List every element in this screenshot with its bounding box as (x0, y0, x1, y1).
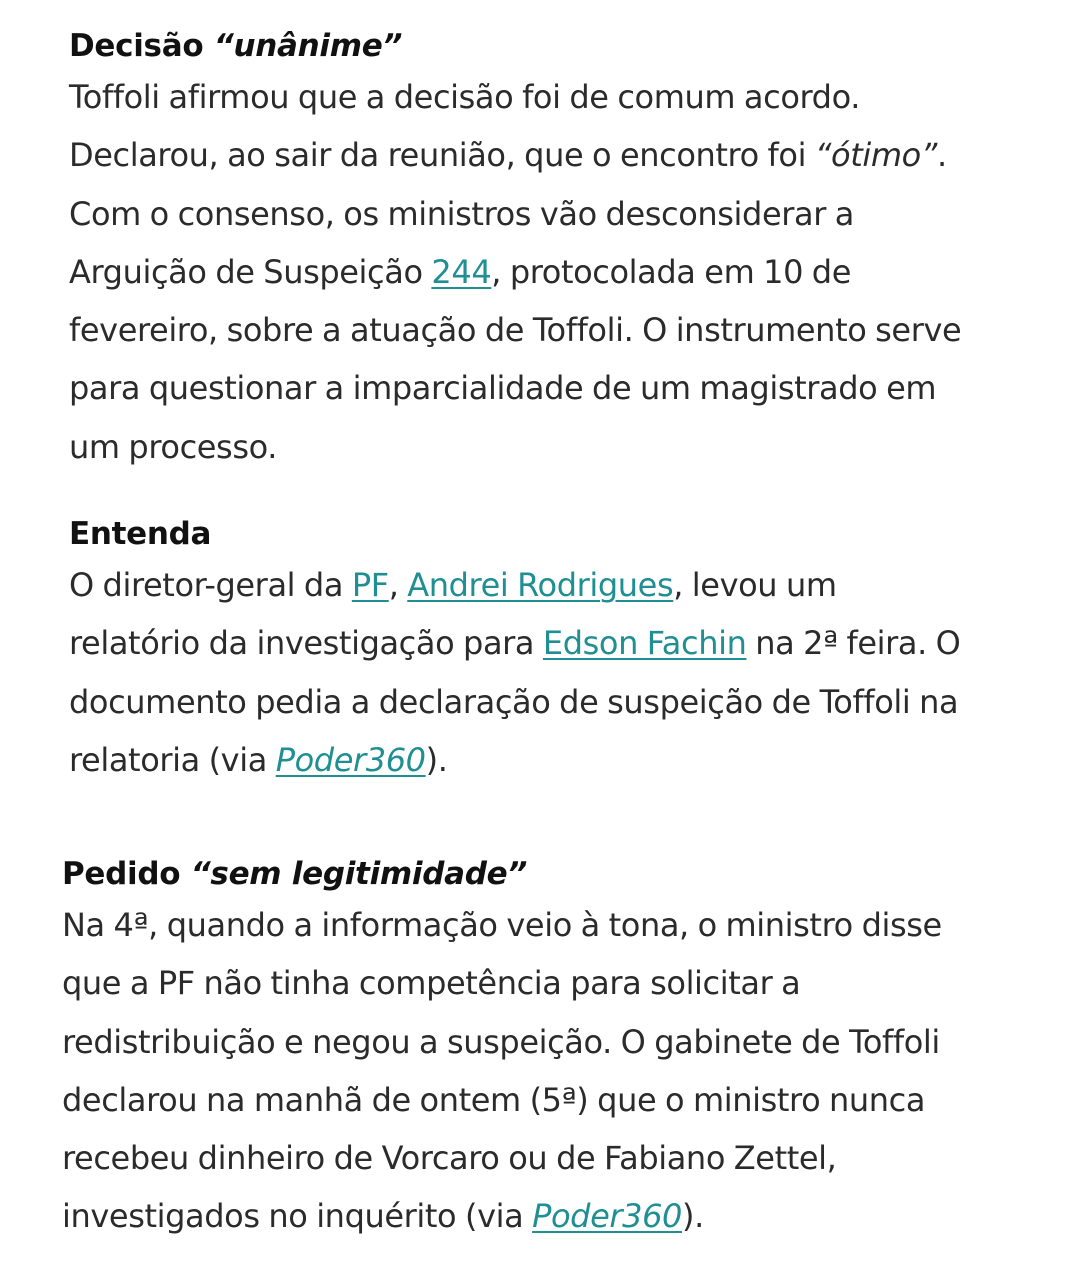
link-pf[interactable]: PF (351, 566, 389, 604)
paragraph-line (69, 68, 1049, 126)
text-segment: na 2ª feira. O (746, 624, 961, 663)
paragraph-line (62, 896, 1042, 954)
paragraph-line (69, 731, 1049, 789)
text-segment: redistribuição e negou a suspeição. O gabinete de Toffoli (62, 1022, 940, 1061)
paragraph-line (69, 673, 1049, 731)
quoted-text: “ótimo” (814, 136, 937, 175)
paragraph-line (69, 556, 1049, 614)
link-poder360[interactable]: Poder360 (275, 740, 426, 779)
text-segment: relatoria (via (69, 740, 276, 779)
heading-text: Decisão (69, 28, 214, 64)
text-segment: ). (425, 740, 448, 779)
paragraph-line (69, 185, 1049, 243)
text-segment: , levou um (673, 566, 837, 604)
text-segment: que a PF não tinha competência para solicitar a (62, 964, 801, 1003)
section-heading (69, 516, 1049, 552)
heading-text: Pedido (62, 856, 191, 892)
section-heading (69, 28, 1049, 64)
section-pedido-sem-legitimidade (62, 856, 1042, 1246)
text-segment: , (388, 566, 408, 604)
link-arguicao-244[interactable]: 244 (431, 252, 492, 291)
paragraph-line (62, 1071, 1042, 1129)
text-segment: ). (682, 1197, 704, 1236)
text-segment: Na 4ª, quando a informação veio à tona, o ministro disse (62, 906, 942, 944)
paragraph-line (69, 418, 1049, 476)
paragraph-line (62, 1013, 1042, 1071)
paragraph (69, 556, 1049, 789)
paragraph-line (69, 126, 1049, 184)
heading-text: Entenda (69, 516, 212, 552)
heading-quote: “unânime” (213, 28, 403, 64)
text-segment: Toffoli afirmou que a decisão foi de comum acordo. (69, 78, 860, 116)
paragraph-line (62, 1187, 1042, 1245)
text-segment: um processo. (69, 427, 277, 466)
paragraph-line (69, 359, 1049, 417)
section-heading (62, 856, 1042, 892)
paragraph (62, 896, 1042, 1246)
heading-quote: “sem legitimidade” (190, 856, 528, 892)
text-segment: Declarou, ao sair da reunião, que o encontro foi (69, 136, 815, 175)
text-segment: recebeu dinheiro de Vorcaro ou de Fabiano Zettel, (62, 1139, 837, 1178)
paragraph-line (69, 243, 1049, 301)
text-segment: , protocolada em 10 de (491, 252, 851, 291)
section-entenda (69, 516, 1049, 789)
text-segment: relatório da investigação para (69, 624, 543, 663)
text-segment: Arguição de Suspeição (69, 252, 432, 291)
text-segment: para questionar a imparcialidade de um magistrado em (69, 369, 937, 408)
text-segment: documento pedia a declaração de suspeição de Toffoli na (69, 682, 959, 721)
paragraph-line (69, 301, 1049, 359)
paragraph-line (69, 614, 1049, 672)
paragraph-line (62, 954, 1042, 1012)
text-segment: . (936, 136, 947, 175)
text-segment: investigados no inquérito (via (62, 1197, 533, 1236)
text-segment: Com o consenso, os ministros vão desconsiderar a (69, 194, 854, 233)
text-segment: fevereiro, sobre a atuação de Toffoli. O instrumento serve (69, 311, 962, 350)
link-poder360[interactable]: Poder360 (532, 1197, 683, 1236)
text-segment: O diretor-geral da (69, 566, 352, 604)
paragraph-line (62, 1129, 1042, 1187)
text-segment: declarou na manhã de ontem (5ª) que o ministro nunca (62, 1080, 926, 1119)
link-andrei-rodrigues[interactable]: Andrei Rodrigues (407, 566, 674, 604)
paragraph (69, 68, 1049, 476)
link-edson-fachin[interactable]: Edson Fachin (542, 624, 747, 663)
section-decisao-unanime (69, 28, 1049, 476)
